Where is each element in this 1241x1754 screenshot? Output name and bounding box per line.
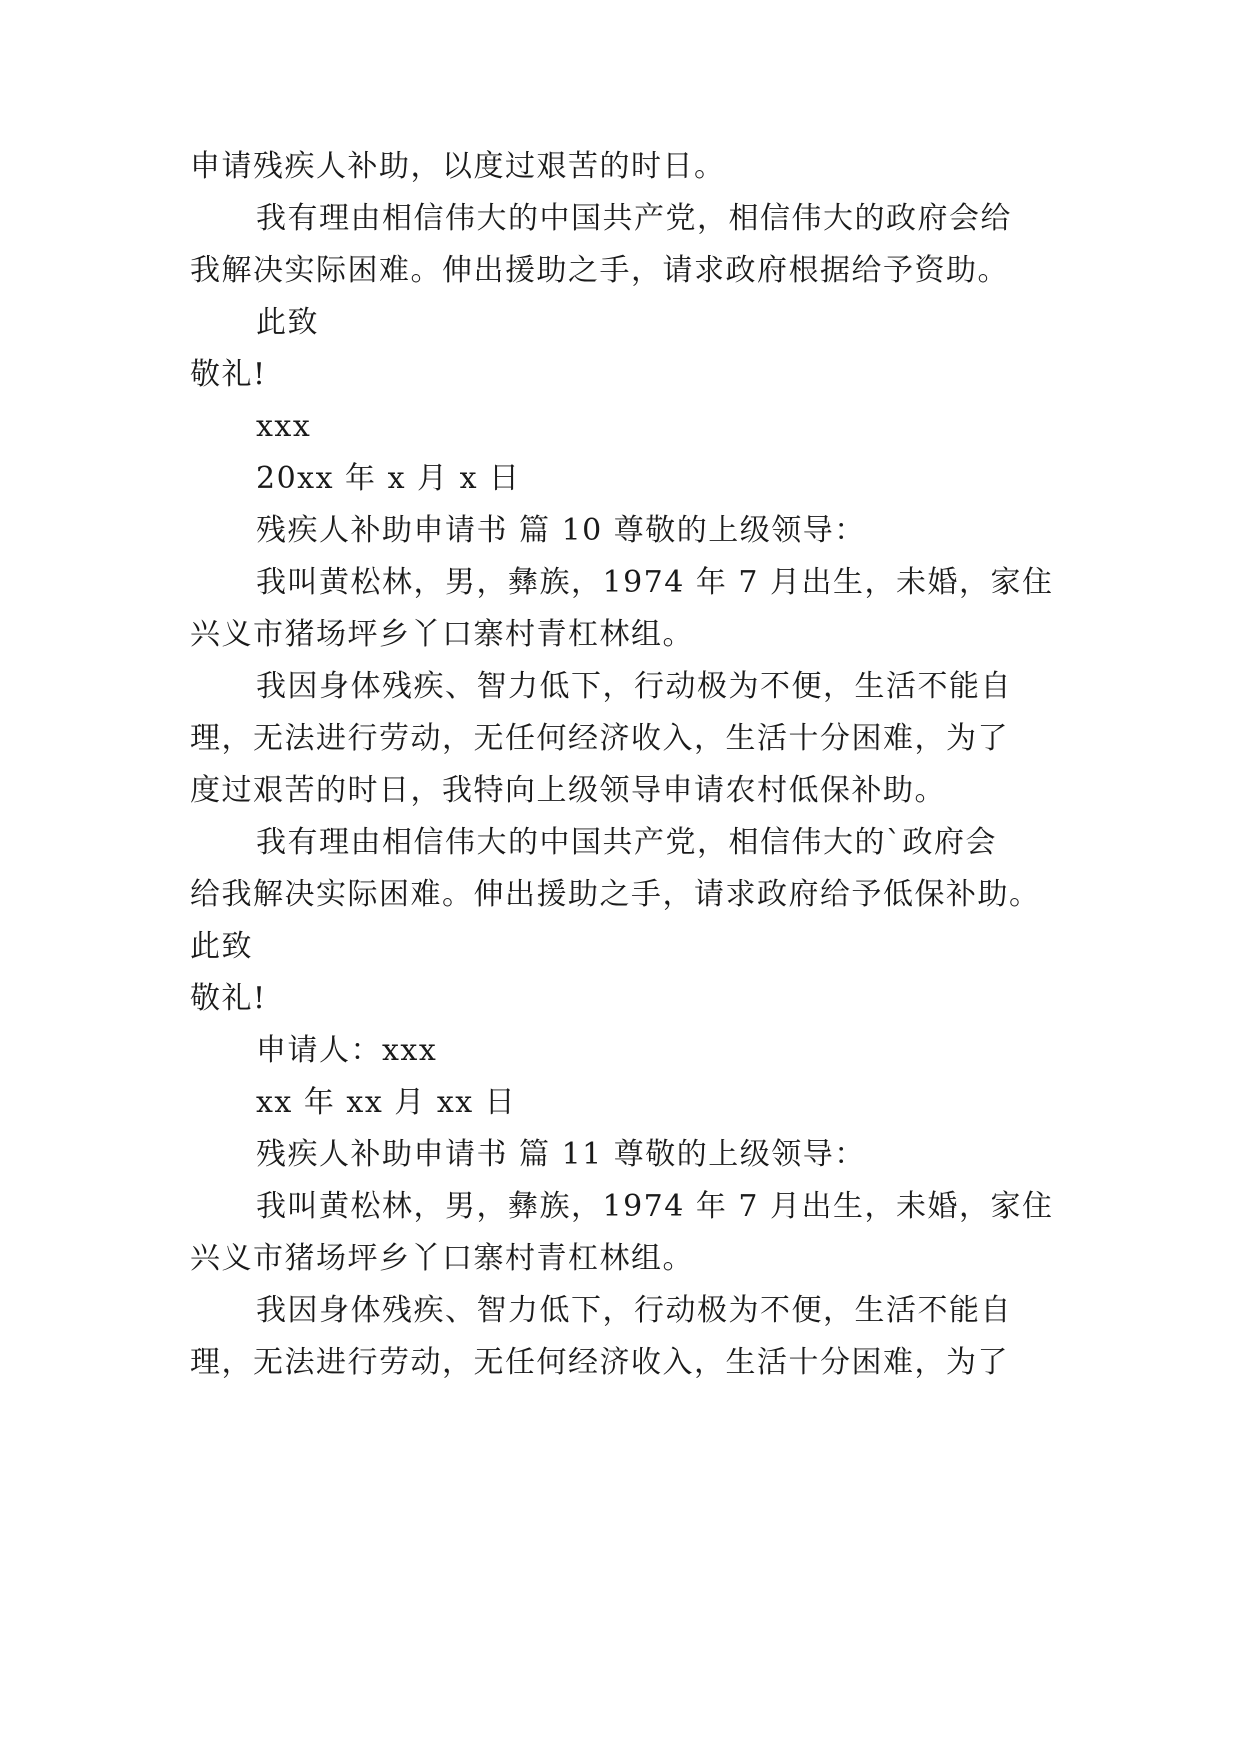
text-line: 我叫黄松林，男，彝族，1974 年 7 月出生，未婚，家住 [256, 565, 1054, 600]
text-line: 申请残疾人补助，以度过艰苦的时日。 [190, 149, 726, 184]
text-line: 我叫黄松林，男，彝族，1974 年 7 月出生，未婚，家住 [256, 1189, 1054, 1224]
text-line: 我因身体残疾、智力低下，行动极为不便，生活不能自 [256, 669, 1012, 704]
text-line: 给我解决实际困难。伸出援助之手，请求政府给予低保补助。 [190, 877, 1041, 912]
text-line: xxx [256, 409, 312, 444]
text-line: 我解决实际困难。伸出援助之手，请求政府根据给予资助。 [190, 253, 1009, 288]
text-line: 兴义市猪场坪乡丫口寨村青杠林组。 [190, 617, 694, 652]
text-line: 此致 [190, 929, 253, 964]
text-line: 残疾人补助申请书 篇 11 尊敬的上级领导： [256, 1137, 866, 1172]
text-line: 理，无法进行劳动，无任何经济收入，生活十分困难，为了 [190, 721, 1009, 756]
text-line: 我因身体残疾、智力低下，行动极为不便，生活不能自 [256, 1293, 1012, 1328]
text-line: 理，无法进行劳动，无任何经济收入，生活十分困难，为了 [190, 1345, 1009, 1380]
text-line: 我有理由相信伟大的中国共产党，相信伟大的政府会给 [256, 201, 1012, 236]
text-line: xx 年 xx 月 xx 日 [256, 1085, 517, 1120]
text-line: 敬礼! [190, 981, 267, 1016]
text-line: 度过艰苦的时日，我特向上级领导申请农村低保补助。 [190, 773, 946, 808]
text-line: 我有理由相信伟大的中国共产党，相信伟大的`政府会 [256, 825, 997, 860]
text-line: 敬礼! [190, 357, 267, 392]
text-line: 20xx 年 x 月 x 日 [256, 461, 521, 496]
text-line: 此致 [256, 305, 319, 340]
text-line: 申请人：xxx [256, 1033, 438, 1068]
text-line: 兴义市猪场坪乡丫口寨村青杠林组。 [190, 1241, 694, 1276]
text-line: 残疾人补助申请书 篇 10 尊敬的上级领导： [256, 513, 866, 548]
